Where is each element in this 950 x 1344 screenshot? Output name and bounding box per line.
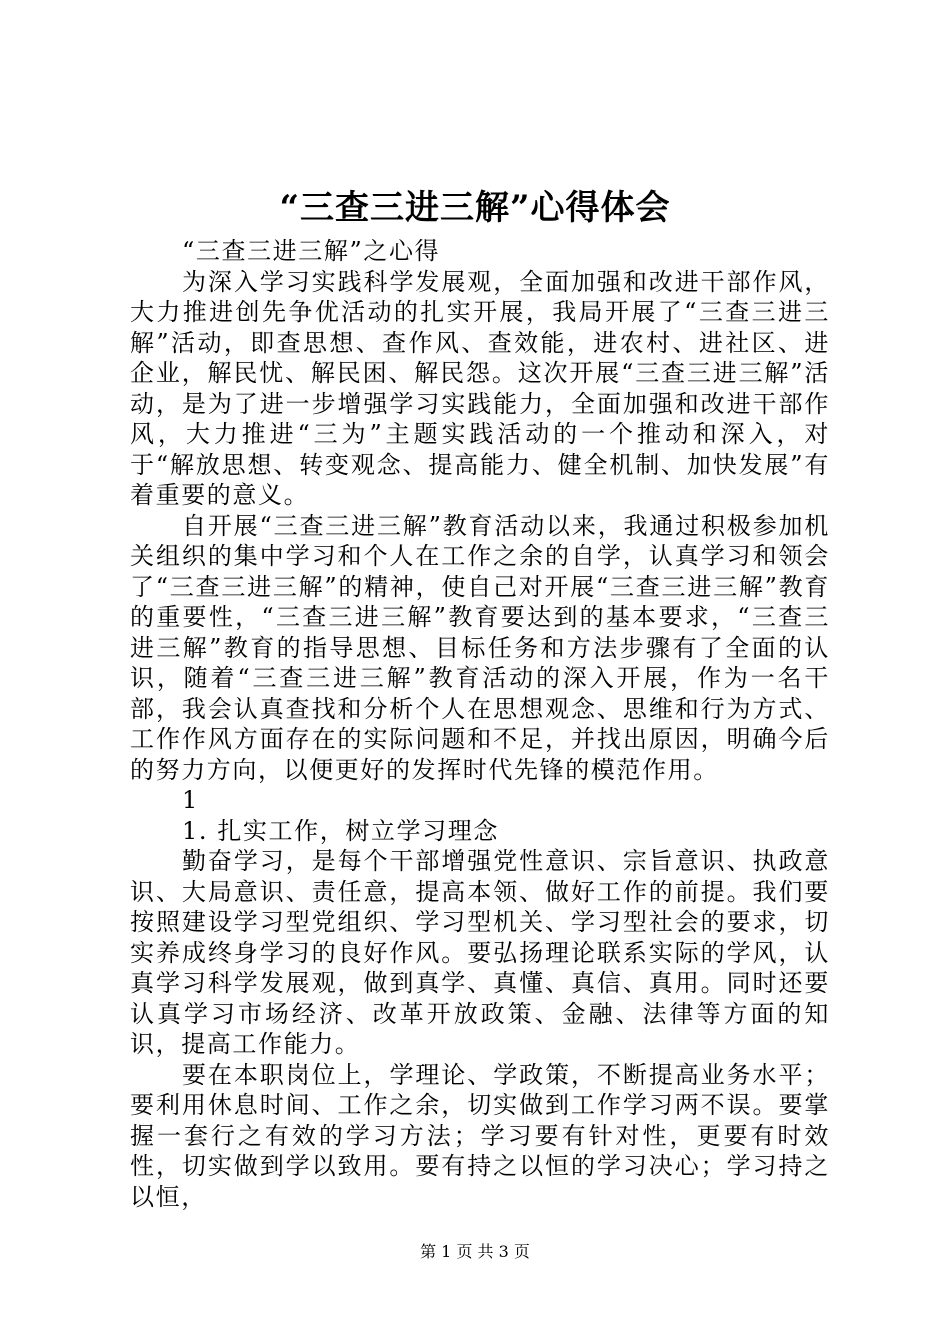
section-number: 1 bbox=[182, 786, 199, 814]
document-title: “三查三进三解”心得体会 bbox=[279, 188, 671, 228]
paragraph-intro: 为深入学习实践科学发展观，全面加强和改进干部作风，大力推进创先争优活动的扎实开展，我局开展了“三查三进三解”活动，即查思想、查作风、查效能，进农村、进社区、进企业，解民忧、解民困、解民怨。这次开展“三查三进三解”活动，是为了进一步增强学习实践能力，全面加强和改进干部作风，大力推进“三为”主题实践活动的一个推动和深入，对于“解放思想、转变观念、提高能力、健全机制、加快发展”有着重要的意义。 bbox=[130, 267, 830, 509]
paragraph-diligent-study: 勤奋学习，是每个干部增强党性意识、宗旨意识、执政意识、大局意识、责任意，提高本领、做好工作的前提。我们要按照建设学习型党组织、学习型机关、学习型社会的要求，切实养成终身学习的良好作风。要弘扬理论联系实际的学风，认真学习科学发展观，做到真学、真懂、真信、真用。同时还要认真学习市场经济、改革开放政策、金融、法律等方面的知识，提高工作能力。 bbox=[130, 847, 830, 1058]
paragraph-study-methods: 要在本职岗位上，学理论、学政策，不断提高业务水平；要利用休息时间、工作之余，切实做到工作学习两不误。要掌握一套行之有效的学习方法；学习要有针对性，更要有时效性，切实做到学以致用。要有持之以恒的学习决心；学习持之以恒， bbox=[130, 1060, 830, 1211]
page-footer: 第 1 页 共 3 页 bbox=[420, 1242, 530, 1261]
paragraph-subtitle: “三查三进三解”之心得 bbox=[182, 237, 441, 265]
document-body bbox=[130, 236, 830, 1212]
paragraph-learning: 自开展“三查三进三解”教育活动以来，我通过积极参加机关组织的集中学习和个人在工作之余的自学，认真学习和领会了“三查三进三解”的精神，使自己对开展“三查三进三解”教育的重要性，“三查三进三解”教育要达到的基本要求，“三查三进三解”教育的指导思想、目标任务和方法步骤有了全面的认识，随着“三查三进三解”教育活动的深入开展，作为一名干部，我会认真查找和分析个人在思想观念、思维和行为方式、工作作风方面存在的实际问题和不足，并找出原因，明确今后的努力方向，以便更好的发挥时代先锋的模范作用。 bbox=[130, 511, 830, 784]
section-heading: 1. 扎实工作，树立学习理念 bbox=[182, 816, 499, 845]
